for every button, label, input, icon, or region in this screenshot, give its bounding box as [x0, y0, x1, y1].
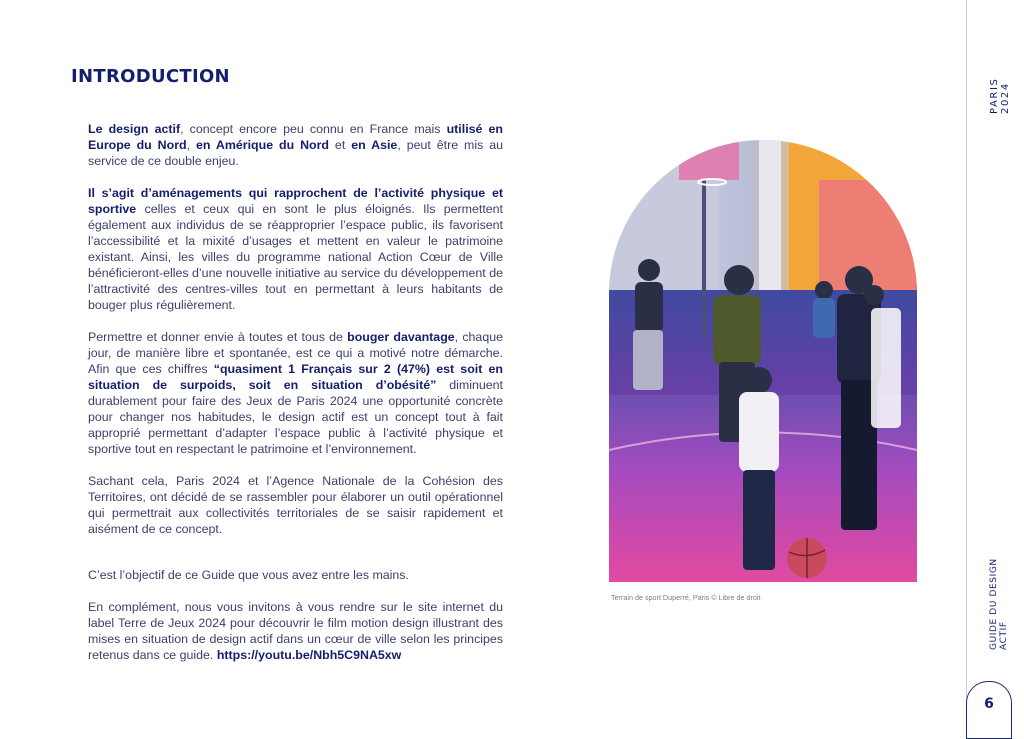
side-label-paris-2024: PARIS 2024 [989, 77, 1011, 114]
paragraph-4: Sachant cela, Paris 2024 et l’Agence Nationale de la Cohésion des Territoires, ont décidé de se rassembler pour élaborer un outil opérationnel qui permettrait aux collectivités territoriales de se saisir rapidement et aisément de ce concept. [88, 474, 503, 536]
page-title: INTRODUCTION [71, 66, 230, 87]
paragraph-1: Le design actif, concept encore peu connu en France mais utilisé en Europe du Nord, en Amérique du Nord et en Asie, peut être mis au service de ce double enjeu. [88, 122, 504, 168]
side-label-guide: GUIDE DU DESIGN ACTIF [989, 558, 1009, 650]
paragraph-5: C’est l’objectif de ce Guide que vous avez entre les mains. [88, 568, 409, 582]
page-number: 6 [984, 696, 994, 712]
paragraph-2: Il s’agit d’aménagements qui rapprochent de l’activité physique et sportive celles et ceux qui en sont le plus éloignés. Ils permettent également aux individus de se réapproprier l’espace public, ils favorisent l’accessibilité et la mixité d’usages et mettent en valeur le patrimoine existant. Ainsi, les villes du programme national Action Cœur de Ville bénéficieront-elles d’une nouvelle initiative au service du développement de l’attractivité des centres-villes tout en permettant à leurs habitants de bouger plus régulièrement. [88, 186, 503, 312]
page-number-tab [966, 681, 1012, 739]
paragraph-3: Permettre et donner envie à toutes et tous de bouger davantage, chaque jour, de manière libre et spontanée, est ce qui a motivé notre démarche. Afin que ces chiffres “quasiment 1 Français sur 2 (47%) est soit en situation de surpoids, soit en situation d’obésité” diminuent durablement pour faire des Jeux de Paris 2024 une opportunité concrète pour changer nos habitudes, le design actif est un concept tout à fait approprié permettant d’adapter l’espace public à l’activité physique et sportive tout en respectant le patrimoine et l’environnement. [88, 330, 503, 456]
body-text [88, 121, 503, 679]
video-link[interactable]: https://youtu.be/Nbh5C9NA5xw [216, 648, 402, 662]
photo-caption: Terrain de sport Duperré, Paris © Libre de droit [611, 593, 761, 602]
basketball-court-photo [609, 140, 917, 582]
paragraph-6: En complément, nous vous invitons à vous rendre sur le site internet du label Terre de Jeux 2024 pour découvrir le film motion design illustrant des mises en situation de design actif dans un cœur de ville selon les principes retenus dans ce guide. https://youtu.be/Nbh5C9NA5xw [88, 600, 503, 662]
